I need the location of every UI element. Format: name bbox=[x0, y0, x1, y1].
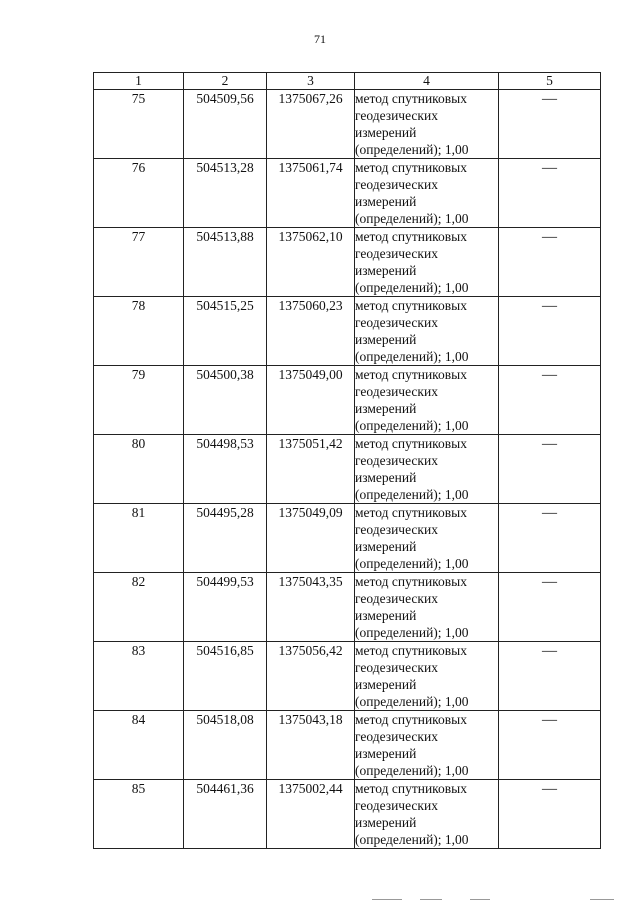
y-coordinate-cell: 1375062,10 bbox=[267, 228, 355, 297]
x-coordinate-cell: 504515,25 bbox=[184, 297, 267, 366]
page-number: 71 bbox=[314, 32, 326, 46]
table-body bbox=[94, 90, 601, 849]
method-cell: метод спутниковых геодезических измерений (определений); 1,00 bbox=[355, 435, 499, 504]
dash-mark: — bbox=[542, 91, 557, 107]
point-number-cell: 84 bbox=[94, 711, 184, 780]
dash-mark: — bbox=[542, 505, 557, 521]
method-cell: метод спутниковых геодезических измерений (определений); 1,00 bbox=[355, 573, 499, 642]
x-coordinate-cell: 504513,88 bbox=[184, 228, 267, 297]
note-cell bbox=[499, 780, 601, 849]
point-number-cell: 85 bbox=[94, 780, 184, 849]
header-col-2: 2 bbox=[184, 73, 267, 90]
dash-mark: — bbox=[542, 643, 557, 659]
x-coordinate-cell: 504500,38 bbox=[184, 366, 267, 435]
x-coordinate-cell: 504513,28 bbox=[184, 159, 267, 228]
table-row bbox=[94, 642, 601, 711]
point-number-cell: 81 bbox=[94, 504, 184, 573]
dash-mark: — bbox=[542, 436, 557, 452]
header-col-1: 1 bbox=[94, 73, 184, 90]
method-cell: метод спутниковых геодезических измерений (определений); 1,00 bbox=[355, 366, 499, 435]
point-number-cell: 80 bbox=[94, 435, 184, 504]
x-coordinate-cell: 504509,56 bbox=[184, 90, 267, 159]
point-number-cell: 83 bbox=[94, 642, 184, 711]
y-coordinate-cell: 1375002,44 bbox=[267, 780, 355, 849]
point-number-cell: 82 bbox=[94, 573, 184, 642]
note-cell bbox=[499, 711, 601, 780]
table-row bbox=[94, 711, 601, 780]
y-coordinate-cell: 1375061,74 bbox=[267, 159, 355, 228]
note-cell bbox=[499, 297, 601, 366]
method-cell: метод спутниковых геодезических измерений (определений); 1,00 bbox=[355, 642, 499, 711]
table-row bbox=[94, 90, 601, 159]
point-number-cell: 75 bbox=[94, 90, 184, 159]
method-cell: метод спутниковых геодезических измерений (определений); 1,00 bbox=[355, 780, 499, 849]
note-cell bbox=[499, 504, 601, 573]
header-col-4: 4 bbox=[355, 73, 499, 90]
method-cell: метод спутниковых геодезических измерений (определений); 1,00 bbox=[355, 159, 499, 228]
table-row bbox=[94, 159, 601, 228]
header-col-5: 5 bbox=[499, 73, 601, 90]
table-row bbox=[94, 780, 601, 849]
coordinates-table bbox=[93, 72, 601, 849]
y-coordinate-cell: 1375043,18 bbox=[267, 711, 355, 780]
x-coordinate-cell: 504499,53 bbox=[184, 573, 267, 642]
point-number-cell: 78 bbox=[94, 297, 184, 366]
point-number-cell: 79 bbox=[94, 366, 184, 435]
x-coordinate-cell: 504498,53 bbox=[184, 435, 267, 504]
y-coordinate-cell: 1375056,42 bbox=[267, 642, 355, 711]
dash-mark: — bbox=[542, 298, 557, 314]
dash-mark: — bbox=[542, 712, 557, 728]
y-coordinate-cell: 1375049,00 bbox=[267, 366, 355, 435]
y-coordinate-cell: 1375060,23 bbox=[267, 297, 355, 366]
point-number-cell: 76 bbox=[94, 159, 184, 228]
note-cell bbox=[499, 228, 601, 297]
method-cell: метод спутниковых геодезических измерений (определений); 1,00 bbox=[355, 711, 499, 780]
table-row bbox=[94, 366, 601, 435]
y-coordinate-cell: 1375051,42 bbox=[267, 435, 355, 504]
table-row bbox=[94, 573, 601, 642]
dash-mark: — bbox=[542, 160, 557, 176]
dash-mark: — bbox=[542, 574, 557, 590]
x-coordinate-cell: 504495,28 bbox=[184, 504, 267, 573]
note-cell bbox=[499, 435, 601, 504]
dash-mark: — bbox=[542, 229, 557, 245]
table-row bbox=[94, 228, 601, 297]
table-header bbox=[94, 73, 601, 90]
x-coordinate-cell: 504518,08 bbox=[184, 711, 267, 780]
method-cell: метод спутниковых геодезических измерений (определений); 1,00 bbox=[355, 90, 499, 159]
dash-mark: — bbox=[542, 781, 557, 797]
point-number-cell: 77 bbox=[94, 228, 184, 297]
y-coordinate-cell: 1375067,26 bbox=[267, 90, 355, 159]
x-coordinate-cell: 504516,85 bbox=[184, 642, 267, 711]
dash-mark: — bbox=[542, 367, 557, 383]
header-col-3: 3 bbox=[267, 73, 355, 90]
x-coordinate-cell: 504461,36 bbox=[184, 780, 267, 849]
header-row bbox=[94, 73, 601, 90]
footer-scan-marks bbox=[0, 899, 640, 903]
method-cell: метод спутниковых геодезических измерений (определений); 1,00 bbox=[355, 297, 499, 366]
y-coordinate-cell: 1375043,35 bbox=[267, 573, 355, 642]
table-row bbox=[94, 504, 601, 573]
note-cell bbox=[499, 366, 601, 435]
method-cell: метод спутниковых геодезических измерений (определений); 1,00 bbox=[355, 228, 499, 297]
note-cell bbox=[499, 573, 601, 642]
method-cell: метод спутниковых геодезических измерений (определений); 1,00 bbox=[355, 504, 499, 573]
y-coordinate-cell: 1375049,09 bbox=[267, 504, 355, 573]
note-cell bbox=[499, 642, 601, 711]
note-cell bbox=[499, 159, 601, 228]
table-row bbox=[94, 435, 601, 504]
note-cell bbox=[499, 90, 601, 159]
table-row bbox=[94, 297, 601, 366]
